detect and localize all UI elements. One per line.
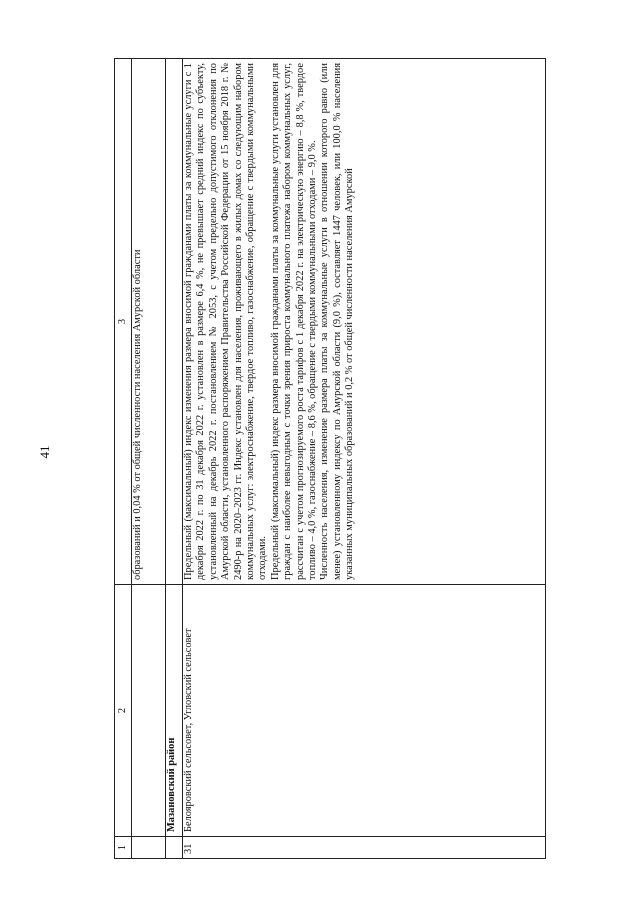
column-number-2: 2 bbox=[115, 585, 132, 837]
row-number: 31 bbox=[183, 837, 546, 859]
column-number-1: 1 bbox=[115, 837, 132, 859]
municipality-name: Белояровский сельсовет, Угловский сельсовет bbox=[183, 585, 546, 837]
rotated-page-content bbox=[114, 59, 546, 859]
table-row bbox=[183, 59, 546, 859]
paragraph-population: Численность населения, изменение размера платы за коммунальные услуги в отношении которого равно (или менее) установленному индексу по Амурской области (9,0 %), составляет 1447 человек, или 100,0 % населения указанных муниципальных образований и 0,2 % от общей численности населения Амурской bbox=[319, 63, 356, 580]
district-name: Мазановский район bbox=[166, 585, 183, 837]
paragraph-calculation: Предельный (максимальный) индекс размера вносимой гражданами платы за коммунальные услуги установлен для граждан с наиболее невыгодным с точки зрения прироста коммунального платежа набором коммунальных услуг, рассчитан с учетом прогнозируемого роста тарифов с 1 декабря 2022 г. на электрическую энергию – 8,8 %, твердое топливо – 4,0 %, газоснабжение – 8,6 %, обращение с твердыми коммунальными отходами – 9,0 %. bbox=[269, 63, 319, 580]
table-header-row bbox=[115, 59, 132, 859]
continuation-row bbox=[132, 59, 166, 859]
continuation-text: образований и 0,04 % от общей численности населения Амурской области bbox=[132, 59, 166, 585]
document-table bbox=[114, 58, 546, 859]
district-row bbox=[166, 59, 183, 859]
column-number-3: 3 bbox=[115, 59, 132, 585]
page-number: 41 bbox=[37, 445, 52, 459]
paragraph-index: Предельный (максимальный) индекс изменения размера вносимой гражданами платы за коммунальные услуги с 1 декабря 2022 г. по 31 декабря 2022 г. установлен в размере 6,4 %, не превышает средний индекс по субъекту, установленный на декабрь 2022 г. постановлением № 2053, с учетом предельно допустимого отклонения по Амурской области, установленного распоряжением Правительства Российской Федерации от 15 ноября 2018 г. № 2490-р на 2020–2023 гг. Индекс установлен для населения, проживающего в жилых домах со следующим набором коммунальных услуг: электроснабжение, твердое топливо, газоснабжение, обращение с твердыми коммунальными отходами. bbox=[183, 63, 269, 580]
row-description bbox=[183, 59, 546, 585]
